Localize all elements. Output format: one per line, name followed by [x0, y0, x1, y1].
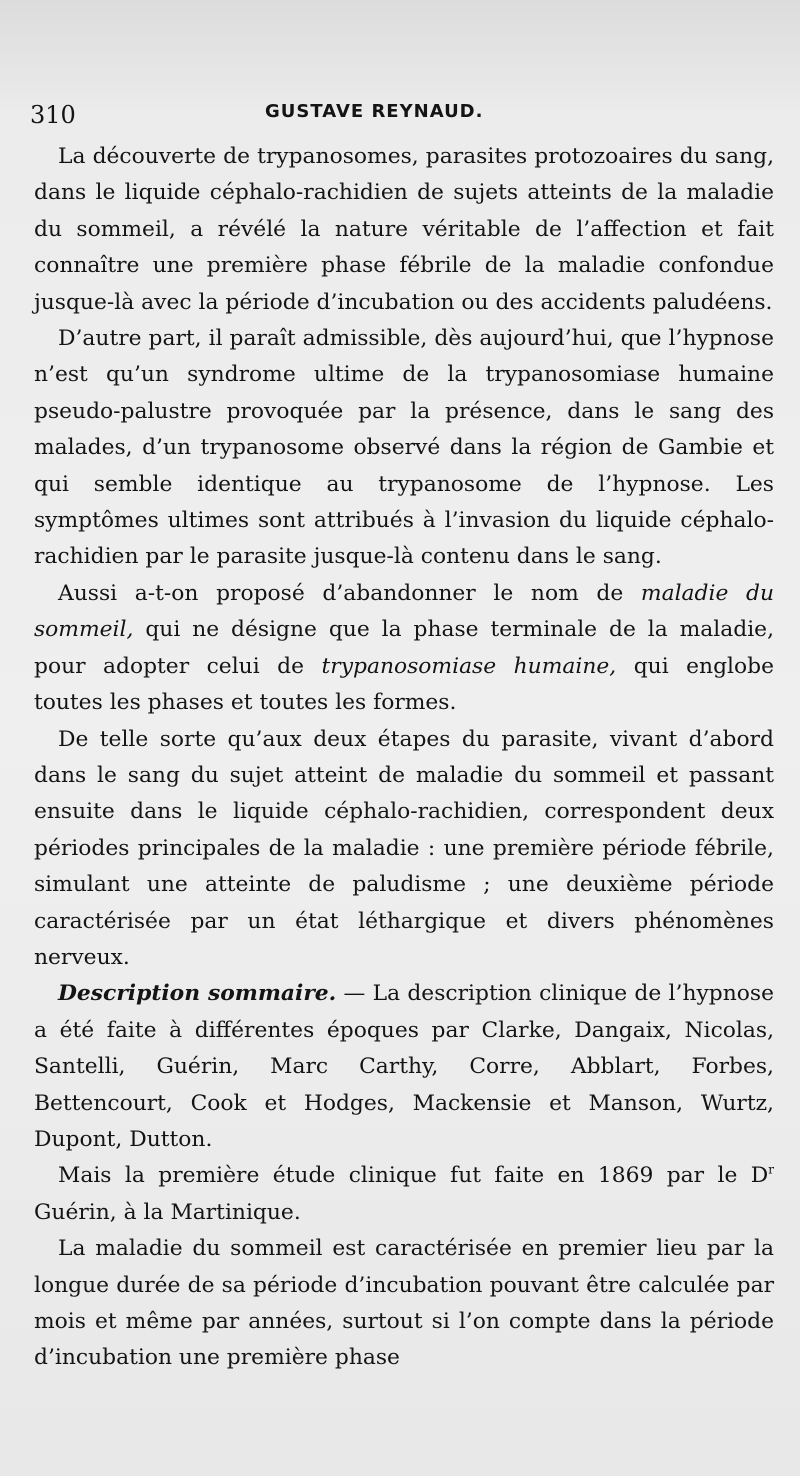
paragraph-6-superscript: r [768, 1163, 774, 1178]
paragraph-5 [34, 976, 774, 1158]
paragraph-6-text-b: Guérin, à la Martinique. [34, 1199, 301, 1225]
paragraph-6 [34, 1158, 774, 1231]
paragraph-2: D’autre part, il paraît admissible, dès aujourd’hui, que l’hypnose n’est qu’un syndrome ultime de la trypanosomiase humaine pseudo-palustre provoquée par la présence, dans le sang des malades, d’un trypanosome observé dans la région de Gambie et qui semble identique au trypanosome de l’hypnose. Les symptômes ultimes sont attribués à l’invasion du liquide céphalo-rachidien par le parasite jusque-là contenu dans le sang. [34, 326, 774, 570]
paragraph-3-text-a: Aussi a-t-on proposé d’abandonner le nom de [58, 580, 641, 606]
running-head: GUSTAVE REYNAUD. [265, 101, 484, 122]
section-heading: Description sommaire. [58, 981, 337, 1007]
page-number: 310 [30, 101, 76, 129]
paragraph-6-text-a: Mais la première étude clinique fut faite en 1869 par le D [58, 1163, 769, 1189]
term-trypanosomiase-humaine: trypanosomiase humaine, [321, 653, 617, 679]
paragraph-5-text: — La description clinique de l’hypnose a été faite à différentes époques par Clarke, Dangaix, Nicolas, Santelli, Guérin, Marc Carthy, Corre, Abblart, Forbes, Bettencourt, Cook et Hodges, Mackensie et Manson, Wurtz, Dupont, Dutton. [34, 981, 774, 1152]
paragraph-3-text-e: qui englobe toutes les phases et toutes les formes. [34, 653, 774, 716]
paragraph-1: La découverte de trypanosomes, parasites protozoaires du sang, dans le liquide céphalo-rachidien de sujets atteints de la maladie du sommeil, a révélé la nature véritable de l’affection et fait connaître une première phase fébrile de la maladie confondue jusque-là avec la période d’incubation ou des accidents paludéens. [34, 144, 774, 315]
paragraph-7: La maladie du sommeil est caractérisée en premier lieu par la longue durée de sa période d’incubation pouvant être calculée par mois et même par années, surtout si l’on compte dans la période d’incubation une première phase [34, 1236, 774, 1371]
body-text [34, 139, 774, 1377]
paragraph-4: De telle sorte qu’aux deux étapes du parasite, vivant d’abord dans le sang du sujet atteint de maladie du sommeil et passant ensuite dans le liquide céphalo-rachidien, correspondent deux périodes principales de la maladie : une première période fébrile, simulant une atteinte de paludisme ; une deuxième période caractérisée par un état léthargique et divers phénomènes nerveux. [34, 726, 774, 970]
term-maladie-du-sommeil: maladie du sommeil, [34, 580, 775, 643]
paragraph-3 [34, 576, 774, 722]
page-header [30, 95, 760, 135]
paragraph-3-text-c: qui ne désigne que la phase terminale de la maladie, pour adopter celui de [34, 617, 774, 679]
